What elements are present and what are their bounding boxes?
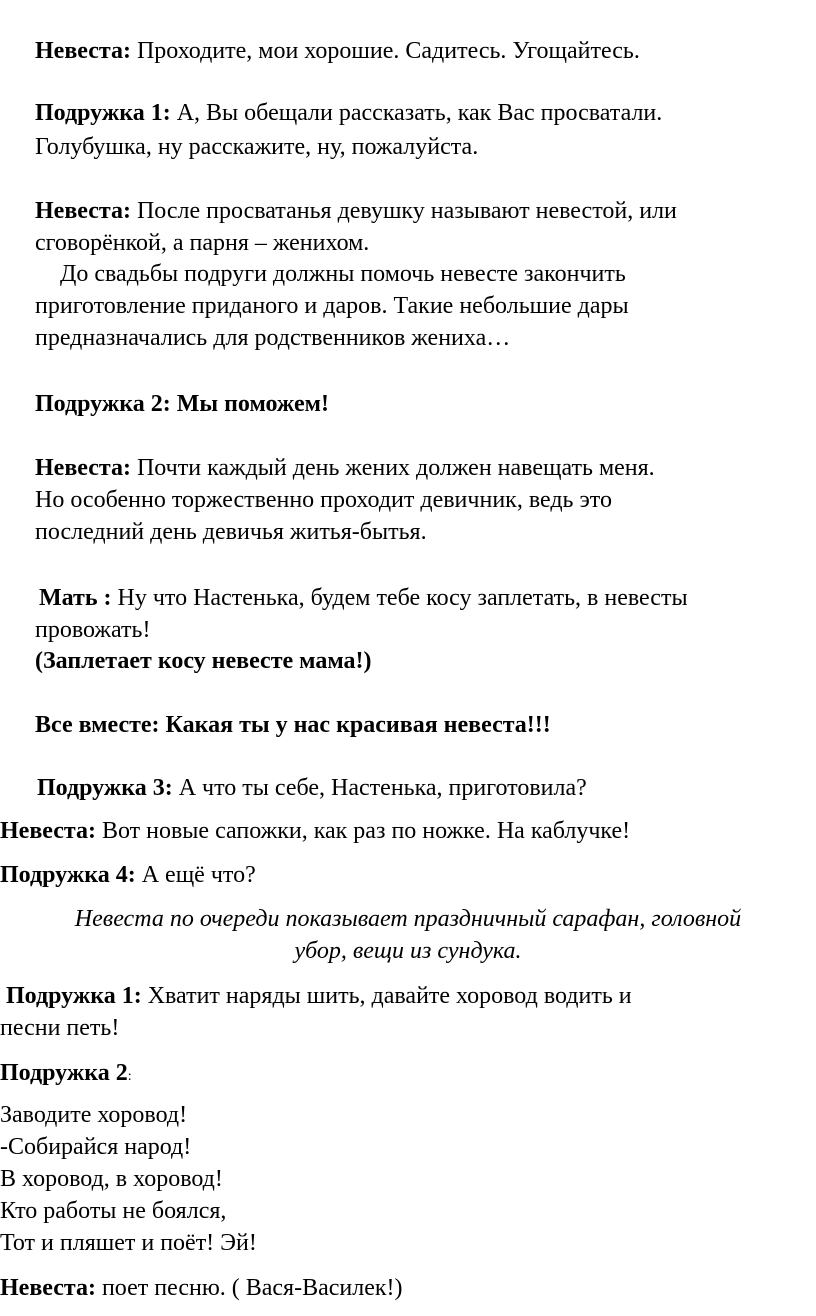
dialogue-line <box>39 582 688 614</box>
speaker-label: Подружка 1: <box>6 983 142 1009</box>
text-line: последний день девичья житья-бытья. <box>35 519 427 545</box>
dialogue-line <box>0 1272 403 1304</box>
bold-line: Подружка 2: Мы поможем! <box>35 391 329 417</box>
dialogue-line <box>0 1057 132 1093</box>
text-line: предназначались для родственников жениха… <box>35 325 511 351</box>
text-line: приготовление приданого и даров. Такие небольшие дары <box>35 293 629 319</box>
dialogue-line <box>0 859 256 891</box>
dialogue-text: поет песню. ( Вася-Василек!) <box>95 1275 403 1301</box>
dialogue-text: Почти каждый день жених должен навещать меня. <box>130 455 655 481</box>
text-line: провожать! <box>35 617 151 643</box>
verse-line: Заводите хоровод! <box>0 1102 188 1128</box>
bold-line: Все вместе: Какая ты у нас красивая невеста!!! <box>35 712 551 738</box>
speaker-label: Невеста: <box>35 38 131 64</box>
dialogue-text: Хватит наряды шить, давайте хоровод водить и <box>141 983 632 1009</box>
speaker-label: Невеста: <box>0 818 96 844</box>
dialogue-text: А ещё что? <box>135 862 256 888</box>
stage-direction: Невеста по очереди показывает праздничный сарафан, головной <box>74 906 742 932</box>
dialogue-text: Ну что Настенька, будем тебе косу заплетать, в невесты <box>111 585 688 611</box>
verse-line: Тот и пляшет и поёт! Эй! <box>0 1230 257 1256</box>
dialogue-line <box>37 772 587 804</box>
dialogue-text: Проходите, мои хорошие. Садитесь. Угощайтесь. <box>130 38 640 64</box>
speaker-label: Невеста: <box>0 1275 96 1301</box>
dialogue-text: : <box>127 1069 132 1084</box>
text-line: До свадьбы подруги должны помочь невесте закончить <box>60 261 626 287</box>
dialogue-line <box>6 980 632 1012</box>
verse-line: Кто работы не боялся, <box>0 1198 227 1224</box>
dialogue-text: А что ты себе, Настенька, приготовила? <box>172 775 587 801</box>
dialogue-line <box>35 195 677 227</box>
dialogue-text: После просватанья девушку называют невестой, или <box>130 198 677 224</box>
speaker-label: Подружка 2 <box>0 1060 128 1086</box>
text-line: сговорёнкой, а парня – женихом. <box>35 230 370 256</box>
bold-line: (Заплетает косу невесте мама!) <box>35 648 372 674</box>
speaker-label: Невеста: <box>35 455 131 481</box>
speaker-label: Подружка 4: <box>0 862 136 888</box>
dialogue-line <box>35 452 655 484</box>
dialogue-text: А, Вы обещали рассказать, как Вас просватали. <box>170 100 663 126</box>
dialogue-line <box>0 815 630 847</box>
dialogue-text: Вот новые сапожки, как раз по ножке. На каблучке! <box>95 818 631 844</box>
verse-line: -Собирайся народ! <box>0 1134 192 1160</box>
speaker-label: Мать : <box>39 585 112 611</box>
text-line: Голубушка, ну расскажите, ну, пожалуйста. <box>35 134 479 160</box>
text-line: песни петь! <box>0 1015 120 1041</box>
speaker-label: Подружка 3: <box>37 775 173 801</box>
dialogue-line <box>35 35 640 67</box>
speaker-label: Подружка 1: <box>35 100 171 126</box>
dialogue-line <box>35 97 662 129</box>
text-line: Но особенно торжественно проходит девичник, ведь это <box>35 487 612 513</box>
speaker-label: Невеста: <box>35 198 131 224</box>
verse-line: В хоровод, в хоровод! <box>0 1166 223 1192</box>
stage-direction: убор, вещи из сундука. <box>294 938 522 964</box>
